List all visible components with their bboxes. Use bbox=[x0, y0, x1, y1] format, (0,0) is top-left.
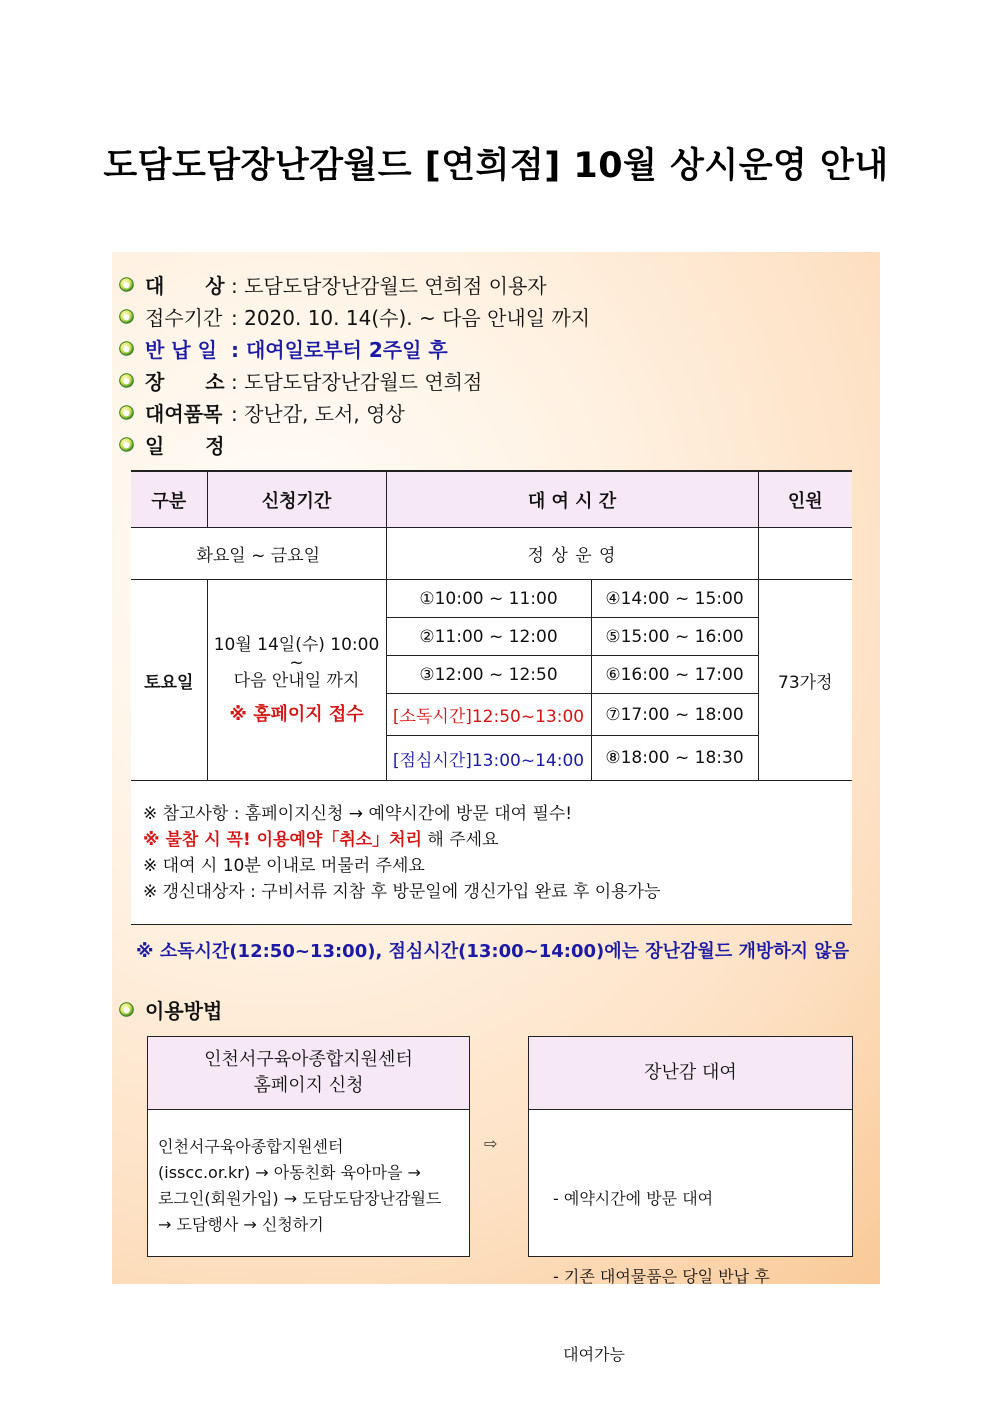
usage-step-apply-line: 인천서구육아종합지원센터 bbox=[158, 1137, 344, 1156]
saturday-apply-period bbox=[207, 580, 386, 781]
slot-3: ③12:00 ~ 12:50 bbox=[386, 656, 591, 694]
lunch-time: [점심시간]13:00~14:00 bbox=[386, 736, 591, 781]
usage-heading-label: 이용방법 bbox=[145, 998, 223, 1023]
usage-step-apply-line: → 도담행사 → 신청하기 bbox=[158, 1215, 324, 1234]
place-value: : 도담도담장난감월드 연희점 bbox=[231, 369, 483, 394]
apply-line-2: ~ bbox=[289, 653, 304, 673]
items-value: : 장난감, 도서, 영상 bbox=[231, 401, 405, 426]
right-arrow-icon: ⇨ bbox=[484, 1134, 498, 1153]
header-rental-time: 대 여 시 간 bbox=[386, 471, 758, 528]
slot-7: ⑦17:00 ~ 18:00 bbox=[591, 694, 758, 736]
info-target bbox=[118, 271, 547, 297]
apply-line-3: 다음 안내일 까지 bbox=[233, 671, 360, 691]
note-line-2 bbox=[143, 827, 852, 853]
note-line-2-emphasis: ※ 불참 시 꼭! 이용예약「취소」처리 bbox=[143, 830, 423, 850]
bullet-icon bbox=[118, 404, 135, 421]
bullet-icon bbox=[118, 340, 135, 357]
usage-step-rent-line: - 예약시간에 방문 대여 bbox=[553, 1189, 714, 1208]
header-capacity: 인원 bbox=[758, 471, 852, 528]
table-row-slot bbox=[131, 580, 852, 618]
weekday-value: 정 상 운 영 bbox=[386, 528, 758, 580]
saturday-label: 토요일 bbox=[131, 580, 207, 781]
period-value: : 2020. 10. 14(수). ~ 다음 안내일 까지 bbox=[231, 305, 591, 330]
info-schedule bbox=[118, 431, 231, 457]
bullet-icon bbox=[118, 1001, 135, 1018]
slot-5: ⑤15:00 ~ 16:00 bbox=[591, 618, 758, 656]
weekday-label: 화요일 ~ 금요일 bbox=[131, 528, 386, 580]
apply-line-1: 10월 14일(수) 10:00 bbox=[213, 635, 380, 655]
saturday-capacity: 73가정 bbox=[758, 580, 852, 781]
table-header-row bbox=[131, 471, 852, 528]
slot-4: ④14:00 ~ 15:00 bbox=[591, 580, 758, 618]
bullet-icon bbox=[118, 276, 135, 293]
bullet-icon bbox=[118, 372, 135, 389]
usage-step-apply-line: (isscc.or.kr) → 아동친화 육아마을 → bbox=[158, 1163, 421, 1182]
place-label: 장 소 bbox=[145, 369, 225, 394]
page-title: 도담도담장난감월드 [연희점] 10월 상시운영 안내 bbox=[103, 146, 889, 186]
note-line-3: ※ 대여 시 10분 이내로 머물러 주세요 bbox=[143, 856, 425, 876]
usage-step-rent-title-line: 장난감 대여 bbox=[644, 1062, 737, 1083]
weekday-capacity bbox=[758, 528, 852, 580]
apply-note: ※ 홈페이지 접수 bbox=[229, 704, 364, 725]
note-line-1: ※ 참고사항 : 홈페이지신청 → 예약시간에 방문 대여 필수! bbox=[143, 804, 573, 824]
note-line-2-rest: 해 주세요 bbox=[422, 830, 499, 850]
note-line-4: ※ 갱신대상자 : 구비서류 지참 후 방문일에 갱신가입 완료 후 이용가능 bbox=[143, 882, 661, 902]
usage-step-apply-title-line-2: 홈페이지 신청 bbox=[253, 1075, 364, 1096]
notes-box bbox=[131, 781, 852, 925]
usage-heading bbox=[118, 996, 222, 1022]
slot-8: ⑧18:00 ~ 18:30 bbox=[591, 736, 758, 781]
info-items bbox=[118, 399, 405, 425]
table-row-weekday bbox=[131, 528, 852, 580]
usage-step-apply-title-line-1: 인천서구육아종합지원센터 bbox=[204, 1049, 413, 1070]
header-category: 구분 bbox=[131, 471, 207, 528]
info-place bbox=[118, 367, 482, 393]
bullet-icon bbox=[118, 308, 135, 325]
usage-step-rent-line: 대여가능 bbox=[553, 1345, 625, 1364]
usage-step-apply-title bbox=[148, 1037, 469, 1110]
usage-step-rent bbox=[528, 1036, 853, 1364]
slot-2: ②11:00 ~ 12:00 bbox=[386, 618, 591, 656]
schedule-table-wrap bbox=[131, 470, 852, 781]
return-value: : 대여일로부터 2주일 후 bbox=[231, 337, 448, 362]
slot-1: ①10:00 ~ 11:00 bbox=[386, 580, 591, 618]
usage-step-apply-line: 로그인(회원가입) → 도담도담장난감월드 bbox=[158, 1189, 442, 1208]
target-label: 대 상 bbox=[145, 273, 225, 298]
slot-6: ⑥16:00 ~ 17:00 bbox=[591, 656, 758, 694]
items-label: 대여품목 bbox=[145, 401, 223, 426]
schedule-label: 일 정 bbox=[145, 433, 225, 458]
schedule-table bbox=[131, 470, 852, 781]
usage-step-apply-body bbox=[148, 1110, 469, 1238]
target-value: : 도담도담장난감월드 연희점 이용자 bbox=[231, 273, 547, 298]
usage-step-apply bbox=[147, 1036, 470, 1257]
usage-step-rent-title bbox=[529, 1037, 852, 1110]
bullet-icon bbox=[118, 436, 135, 453]
info-return bbox=[118, 335, 448, 361]
closed-hours-note: ※ 소독시간(12:50~13:00), 점심시간(13:00~14:00)에는 장난감월드 개방하지 않음 bbox=[136, 941, 850, 962]
info-period bbox=[118, 303, 590, 329]
return-label: 반 납 일 bbox=[145, 337, 217, 362]
disinfect-time: [소독시간]12:50~13:00 bbox=[386, 694, 591, 736]
usage-step-rent-line: - 기존 대여물품은 당일 반납 후 bbox=[553, 1267, 770, 1286]
usage-step-rent-body bbox=[529, 1110, 852, 1420]
header-apply-period: 신청기간 bbox=[207, 471, 386, 528]
period-label: 접수기간 bbox=[145, 305, 223, 330]
